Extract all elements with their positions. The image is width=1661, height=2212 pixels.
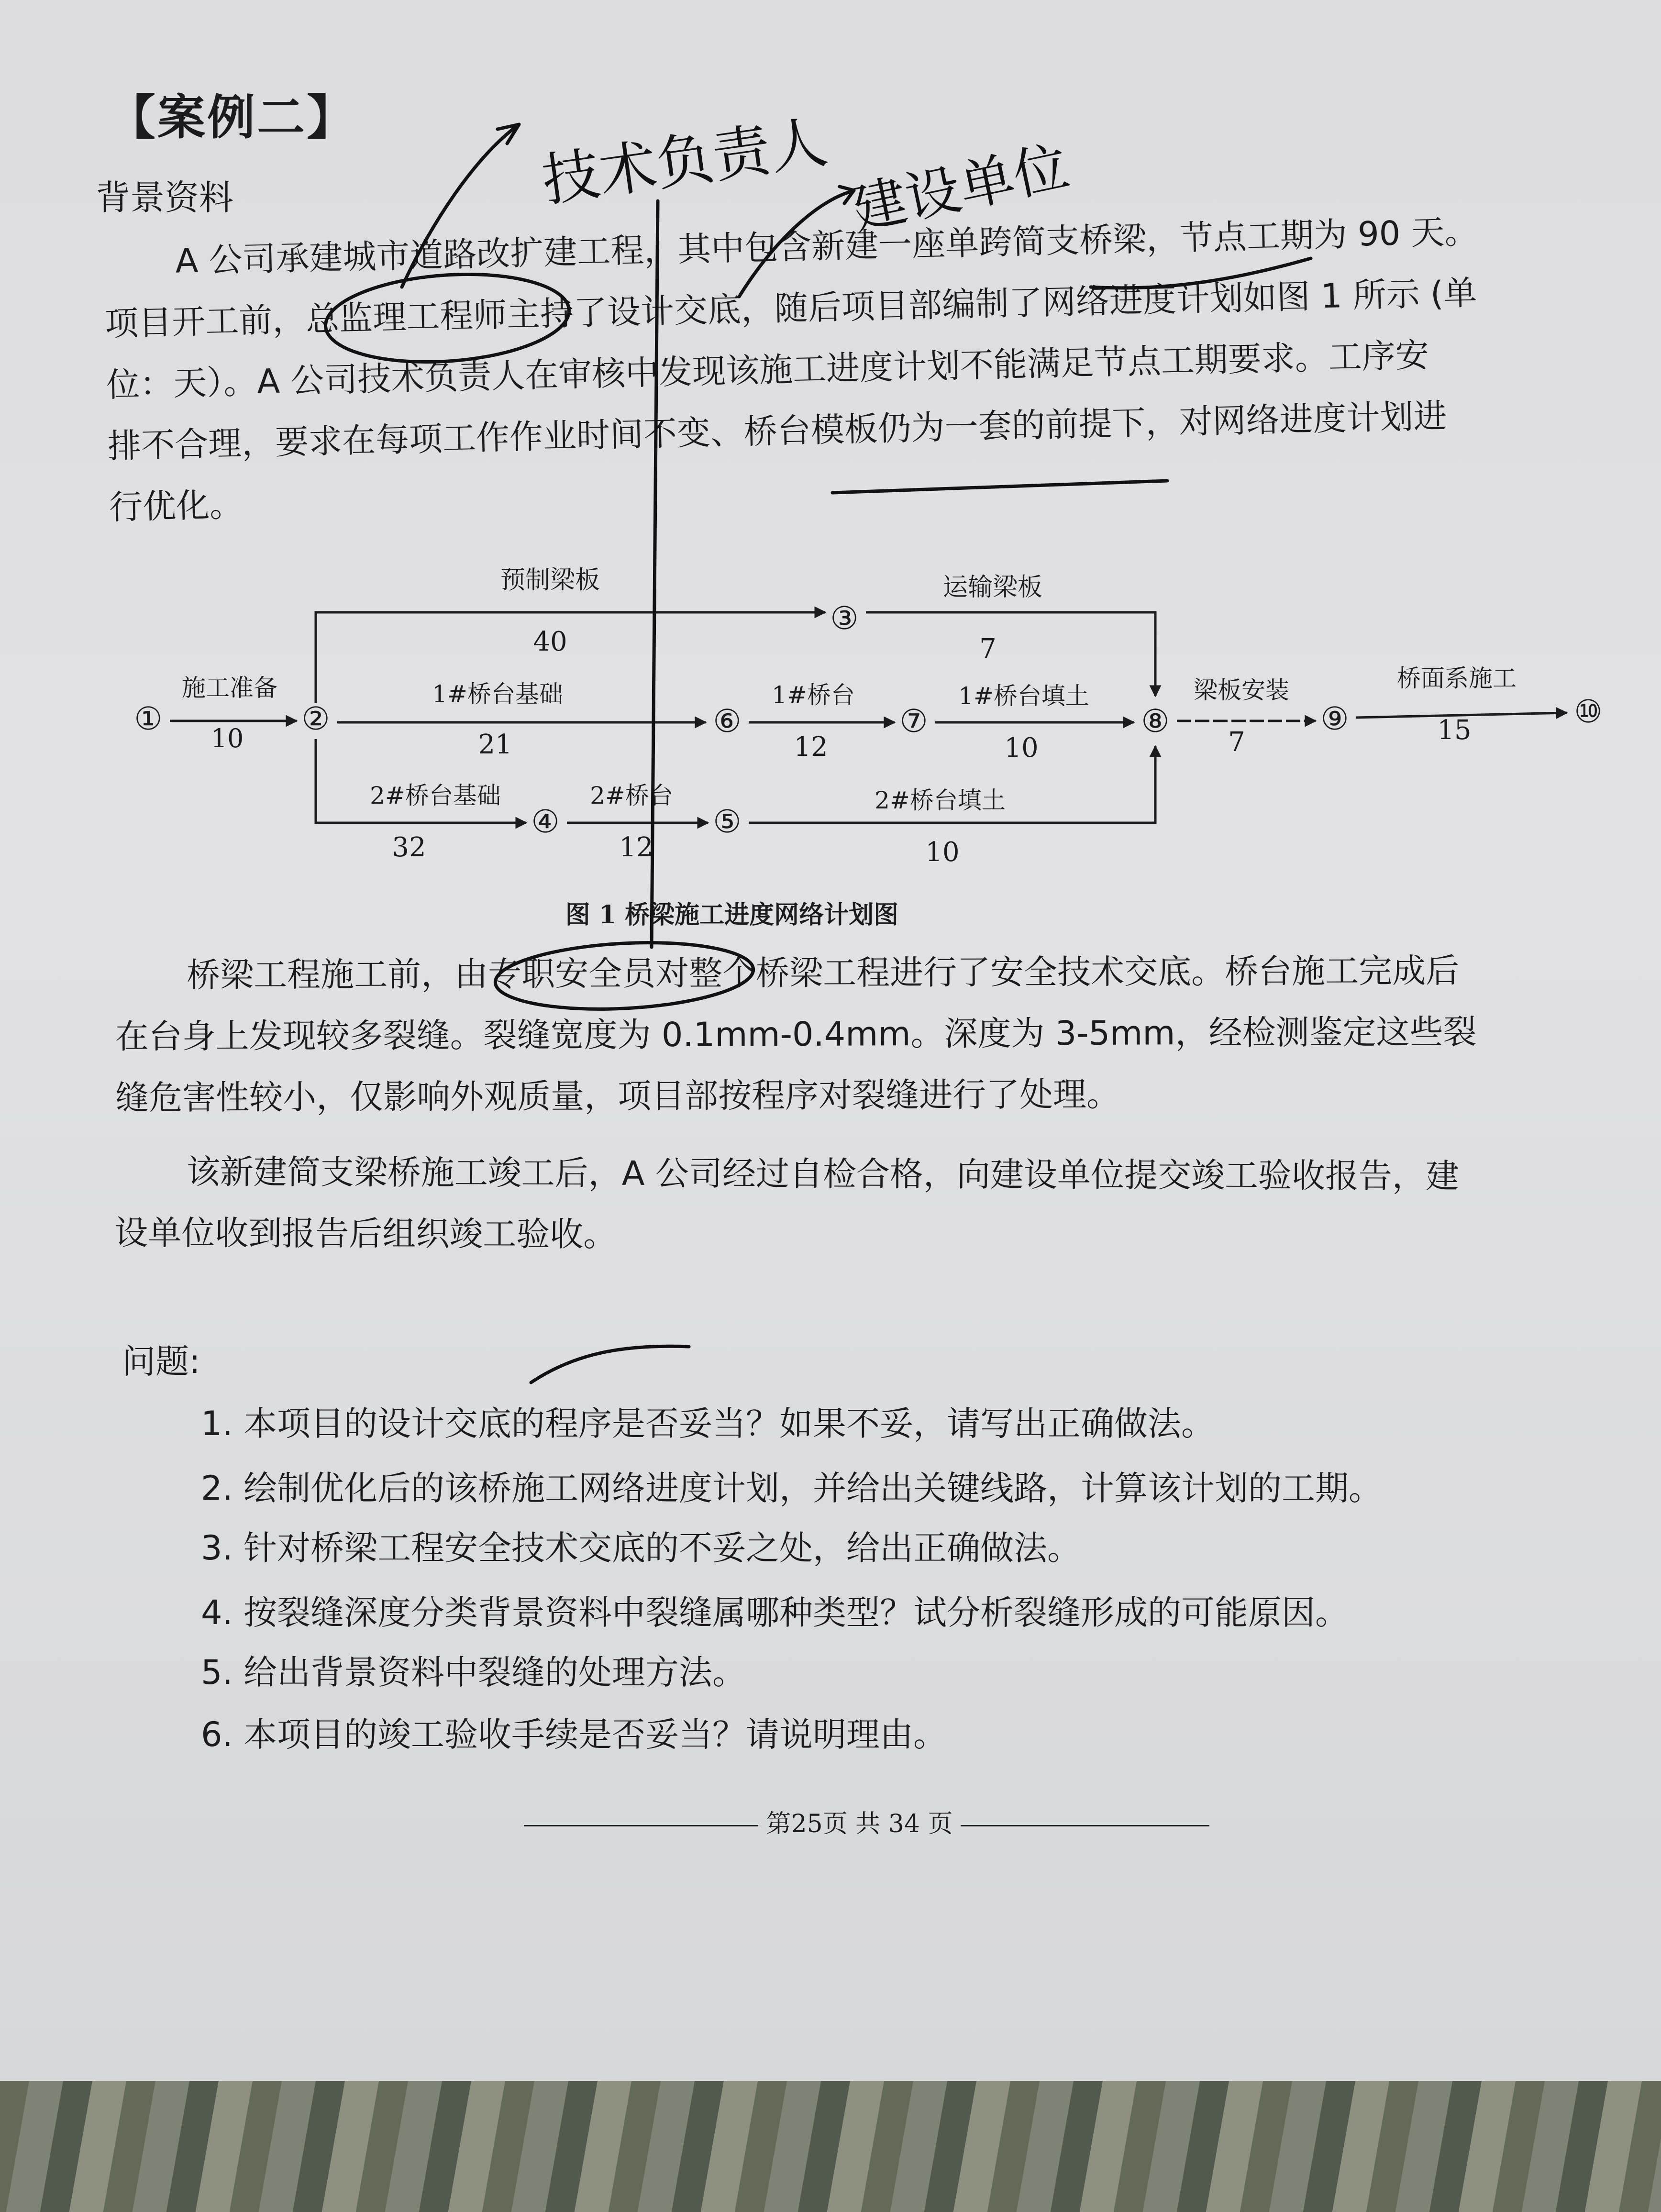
activity-duration: 12 [619,832,653,863]
incident-line: 桥梁工程施工前，由专职安全员对整个桥梁工程进行了安全技术交底。桥台施工完成后 [187,951,1460,995]
node-1: ① [134,700,163,737]
activity-label: 1#桥台填土 [958,682,1089,710]
activity-label: 2#桥台 [590,782,673,809]
activity-label: 预制梁板 [500,566,600,595]
activity-label: 施工准备 [182,674,277,702]
activity-duration: 12 [794,731,828,763]
node-6: ⑥ [713,703,742,740]
case-title: 【案例二】 [108,89,356,145]
question-item: 1. 本项目的设计交底的程序是否妥当？如果不妥，请写出正确做法。 [201,1404,1215,1443]
node-2: ② [301,700,330,737]
node-7: ⑦ [899,703,928,740]
incident-line: 在台身上发现较多裂缝。裂缝宽度为 0.1mm-0.4mm。深度为 3-5mm，经检测鉴定这些裂 [115,1012,1477,1056]
activity-label: 2#桥台填土 [875,786,1006,814]
acceptance-paragraph [114,1141,1459,1268]
node-9: ⑨ [1320,700,1349,737]
activity-duration: 7 [1228,727,1245,758]
background-line: 位：天）。A 公司技术负责人在审核中发现该施工进度计划不能满足节点工期要求。工序安 [106,335,1429,405]
activity-duration: 7 [979,633,997,664]
activity-label: 1#桥台 [772,681,855,709]
node-10: ⑩ [1574,693,1603,730]
question-item: 5. 给出背景资料中裂缝的处理方法。 [201,1653,746,1692]
arrow-2-3 [316,612,825,703]
footer-rule-left [524,1825,758,1826]
section-title: 背景资料 [96,177,234,218]
activity-label: 运输梁板 [942,573,1043,602]
incident-paragraph [115,940,1477,1128]
activity-duration: 10 [925,837,960,868]
activity-duration: 15 [1437,715,1472,746]
page-number: 第25页 共 34 页 [766,1810,953,1838]
background-line: A 公司承建城市道路改扩建工程，其中包含新建一座单跨简支桥梁，节点工期为 90 天。 [175,211,1479,281]
node-5: ⑤ [713,803,742,840]
node-3: ③ [830,600,859,637]
background-line: 行优化。 [109,485,244,527]
node-4: ④ [531,803,560,840]
handwritten-note: 技术负责人 [538,109,832,215]
activity-label: 1#桥台基础 [432,680,563,708]
activity-label: 梁板安装 [1194,676,1289,704]
activity-duration: 21 [478,729,512,760]
background-line: 项目开工前，总监理工程师主持了设计交底，随后项目部编制了网络进度计划如图 1 所示 (单 [104,273,1478,343]
questions-label: 问题: [122,1342,200,1381]
figure-caption: 图 1 桥梁施工进度网络计划图 [565,900,899,929]
activity-label: 2#桥台基础 [370,782,501,809]
page-footer [524,1803,1209,1839]
network-diagram [110,550,1641,942]
acceptance-line: 该新建简支梁桥施工竣工后，A 公司经过自检合格，向建设单位提交竣工验收报告，建 [186,1152,1460,1196]
background-paragraph [103,201,1484,538]
handwritten-note: 建设单位 [845,134,1074,243]
footer-rule-right [961,1825,1209,1826]
question-item: 2. 绘制优化后的该桥施工网络进度计划，并给出关键线路，计算该计划的工期。 [201,1469,1383,1508]
background-fabric [0,2081,1661,2212]
activity-duration: 10 [210,723,244,753]
question-item: 4. 按裂缝深度分类背景资料中裂缝属哪种类型？试分析裂缝形成的可能原因。 [201,1593,1349,1632]
activity-duration: 32 [392,832,426,863]
question-item: 3. 针对桥梁工程安全技术交底的不妥之处，给出正确做法。 [201,1528,1081,1568]
incident-line: 缝危害性较小，仅影响外观质量，项目部按程序对裂缝进行了处理。 [115,1074,1120,1117]
activity-duration: 40 [533,626,567,657]
node-8: ⑧ [1141,703,1170,740]
activity-duration: 10 [1004,732,1039,763]
activity-label: 桥面系施工 [1397,664,1517,692]
question-item: 6. 本项目的竣工验收手续是否妥当？请说明理由。 [201,1715,947,1754]
background-line: 排不合理，要求在每项工作作业时间不变、桥台模板仍为一套的前提下，对网络进度计划进 [107,396,1448,466]
acceptance-line: 设单位收到报告后组织竣工验收。 [114,1213,617,1254]
